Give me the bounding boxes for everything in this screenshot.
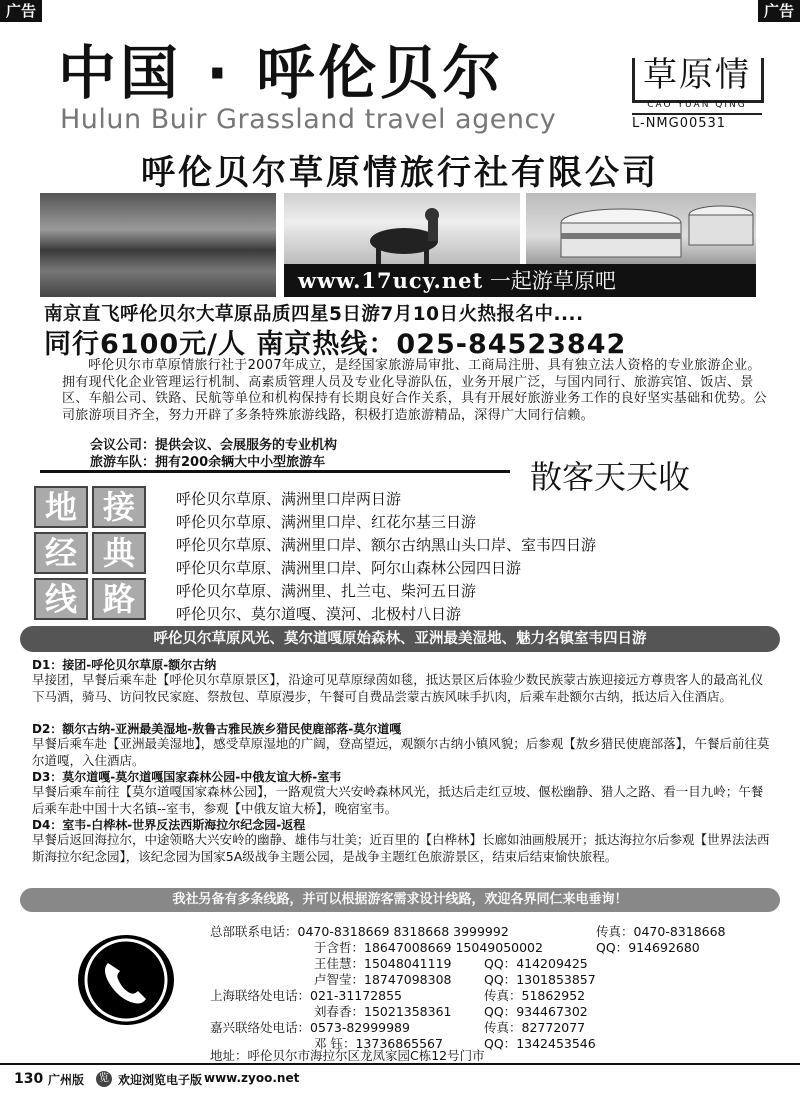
route-tile-di: 地 xyxy=(34,486,88,528)
contact-qq-row xyxy=(484,1034,596,1052)
edition-badge-icon: 览 xyxy=(96,1071,112,1087)
brand-logo-text: 草原情 xyxy=(643,55,751,95)
hq-phone-label: 总部联系电话： xyxy=(210,924,298,939)
itinerary-day4-title: D4：室韦-白桦林-世界反法西斯海拉尔纪念园-返程 xyxy=(32,818,306,832)
company-name: 呼伦贝尔草原情旅行社有限公司 xyxy=(141,153,659,193)
service-meeting-text: 提供会议、会展服务的专业机构 xyxy=(155,438,338,453)
license-number: L-NMG00531 xyxy=(632,113,762,131)
custom-route-banner: 我社另备有多条线路，并可以根据游客需求设计线路，欢迎各界同仁来电垂询！ xyxy=(20,888,780,912)
website-url[interactable]: www.17ucy.net xyxy=(298,268,484,293)
divider-line xyxy=(40,470,510,473)
route-item: 呼伦贝尔草原、满洲里口岸、阿尔山森林公园四日游 xyxy=(176,559,522,577)
service-fleet-text: 拥有200余辆大中小型旅游车 xyxy=(155,455,326,470)
hq-fax-label: 传真： xyxy=(596,924,634,939)
itinerary-day2-text: 早餐后乘车赴【亚洲最美湿地】，感受草原湿地的广阔，登高望远，观额尔古纳小镇风貌；后参观【敖乡猎民使鹿部落】，午餐后前往莫尔道嘎，入住酒店。 xyxy=(32,736,770,768)
contact-qq: 1301853857 xyxy=(516,972,596,987)
promo-headline: 南京直飞呼伦贝尔大草原品质四星5日游7月10日火热报名中.... xyxy=(44,304,584,325)
qq-label: QQ： xyxy=(484,956,517,971)
contact-name: 邓 钰： xyxy=(314,1036,356,1051)
contact-phone: 15021358361 xyxy=(364,1004,452,1019)
yurt-photo xyxy=(526,193,756,265)
service-fleet-label: 旅游车队： xyxy=(90,455,156,470)
service-meeting-label: 会议公司： xyxy=(90,438,156,453)
jiaxing-phone: 0573-82999989 xyxy=(310,1020,410,1035)
footer-website-link[interactable]: www.zyoo.net xyxy=(204,1071,300,1085)
itinerary-day1-text: 早接团，早餐后乘车赴【呼伦贝尔草原景区】，沿途可见草原绿茵如毯，抵达景区后体验少数民族蒙古族迎接远方尊贵客人的最高礼仪下马酒，骑马、访问牧民家庭、祭敖包、草原漫步，午餐可自费品尝蒙古族风味手扒肉，后乘车赴额尔古纳，抵达后入住酒店。 xyxy=(32,672,764,704)
contact-phone: 13736865567 xyxy=(355,1036,443,1051)
jiaxing-phone-label: 嘉兴联络处电话： xyxy=(210,1020,311,1035)
page-number: 130 xyxy=(14,1071,44,1087)
contact-phone: 15048041119 xyxy=(364,956,452,971)
contact-name: 卢智莹： xyxy=(314,972,365,987)
address-line: 地址：呼伦贝尔市海拉尔区龙凤家园C栋12号门市 xyxy=(210,1048,485,1063)
price-and-hotline: 同行6100元/人 南京热线：025-84523842 xyxy=(44,329,627,360)
tour-banner: 呼伦贝尔草原风光、莫尔道嘎原始森林、亚洲最美湿地、魅力名镇室韦四日游 xyxy=(20,626,780,652)
route-item: 呼伦贝尔草原、满洲里口岸、红花尔基三日游 xyxy=(176,513,477,531)
brand-logo-pinyin: CAO YUAN QING xyxy=(647,100,747,110)
route-item: 呼伦贝尔草原、满洲里、扎兰屯、柴河五日游 xyxy=(176,582,477,600)
yurt-illustration xyxy=(526,193,756,265)
route-tile-dian: 典 xyxy=(92,532,146,574)
shanghai-fax: 51862952 xyxy=(521,988,586,1003)
telephone-icon xyxy=(78,935,174,1025)
contact-phone: 18647008669 15049050002 xyxy=(364,940,543,955)
website-slogan: 一起游草原吧 xyxy=(489,269,616,293)
hq-fax-number: 0470-8318668 xyxy=(633,924,726,939)
itinerary-day2-title: D2：额尔古纳-亚洲最美湿地-敖鲁古雅民族乡猎民使鹿部落-莫尔道嘎 xyxy=(32,722,402,736)
service-fleet xyxy=(90,451,325,470)
contact-name: 刘春香： xyxy=(314,1004,365,1019)
shanghai-phone-label: 上海联络处电话： xyxy=(210,988,311,1003)
contact-name: 王佳慧： xyxy=(314,956,365,971)
qq-label: QQ： xyxy=(484,972,517,987)
contact-qq: 1342453546 xyxy=(516,1036,596,1051)
footer-divider xyxy=(0,1063,800,1065)
page-subtitle-english: Hulun Buir Grassland travel agency xyxy=(60,104,557,135)
itinerary-day4-text: 早餐后返回海拉尔，中途领略大兴安岭的幽静、雄伟与壮美；近百里的【白桦林】长廊如油画般展开；抵达海拉尔后参观【世界法法西斯海拉尔纪念园】，该纪念园为国家5A级战争主题公园，是战争主题红色旅游景区，结束后结束愉快旅程。 xyxy=(32,832,770,864)
contact-phone: 18747098308 xyxy=(364,972,452,987)
route-item: 呼伦贝尔草原、满洲里口岸两日游 xyxy=(176,490,402,508)
contact-qq: 914692680 xyxy=(628,940,700,955)
page-title: 中国 · 呼伦贝尔 xyxy=(58,39,505,107)
ad-badge-left: 广告 xyxy=(0,0,42,22)
itinerary-day3-text: 早餐后乘车前往【莫尔道嘎国家森林公园】，一路观赏大兴安岭森林风光，抵达后走红豆坡、偃松幽静、猎人之路、看一目九岭；午餐后乘车赴中国十大名镇--室韦，参观【中俄友谊大桥】，晚宿室韦。 xyxy=(32,784,764,816)
contact-name: 于含哲： xyxy=(314,940,365,955)
fax-label: 传真： xyxy=(484,988,522,1003)
route-tile-jing: 经 xyxy=(34,532,88,574)
horse-rider-illustration xyxy=(284,193,520,265)
hq-phone-numbers: 0470-8318669 8318668 3999992 xyxy=(297,924,509,939)
jiaxing-fax: 82772077 xyxy=(521,1020,586,1035)
website-banner xyxy=(284,264,756,297)
route-tile-lu: 路 xyxy=(92,578,146,620)
lake-photo xyxy=(40,193,276,297)
daily-departures-tag: 散客天天收 xyxy=(530,458,691,496)
fax-label: 传真： xyxy=(484,1020,522,1035)
qq-label: QQ： xyxy=(484,1004,517,1019)
edition-label: 广州版 xyxy=(48,1073,85,1087)
contact-qq: 414209425 xyxy=(516,956,588,971)
route-item: 呼伦贝尔草原、满洲里口岸、额尔古纳黑山头口岸、室韦四日游 xyxy=(176,536,597,554)
shanghai-phone: 021-31172855 xyxy=(310,988,403,1003)
telephone-glyph xyxy=(78,935,174,1025)
itinerary-day3-title: D3：莫尔道嘎-莫尔道嘎国家森林公园-中俄友谊大桥-室韦 xyxy=(32,770,342,784)
route-tile-jie: 接 xyxy=(92,486,146,528)
qq-label: QQ： xyxy=(596,940,629,955)
qq-label: QQ： xyxy=(484,1036,517,1051)
horse-rider-photo xyxy=(284,193,520,265)
route-item: 呼伦贝尔、莫尔道嘎、漠河、北极村八日游 xyxy=(176,605,462,623)
ad-badge-right: 广告 xyxy=(758,0,800,22)
contact-qq-row xyxy=(596,938,700,956)
company-intro: 呼伦贝尔市草原情旅行社于2007年成立，是经国家旅游局审批、工商局注册、具有独立法人资格的专业旅游企业。拥有现代化企业管理运行机制、高素质管理人员及专业化导游队伍，业务开展广泛，与国内同行、旅游宾馆、饭店、景区、车船公司、铁路、民航等单位和机构保持有长期良好合作关系，具有开展好旅游业务工作的良好坚实基础和优势。公司旅游项目齐全，努力开辟了多条特殊旅游线路，积极打造旅游精品，深得广大同行信赖。 xyxy=(62,358,767,423)
itinerary-day1-title: D1：接团-呼伦贝尔草原-额尔古纳 xyxy=(32,658,217,672)
contact-qq: 934467302 xyxy=(516,1004,588,1019)
ebook-invite: 欢迎浏览电子版 xyxy=(118,1073,203,1087)
route-tile-xian: 线 xyxy=(34,578,88,620)
